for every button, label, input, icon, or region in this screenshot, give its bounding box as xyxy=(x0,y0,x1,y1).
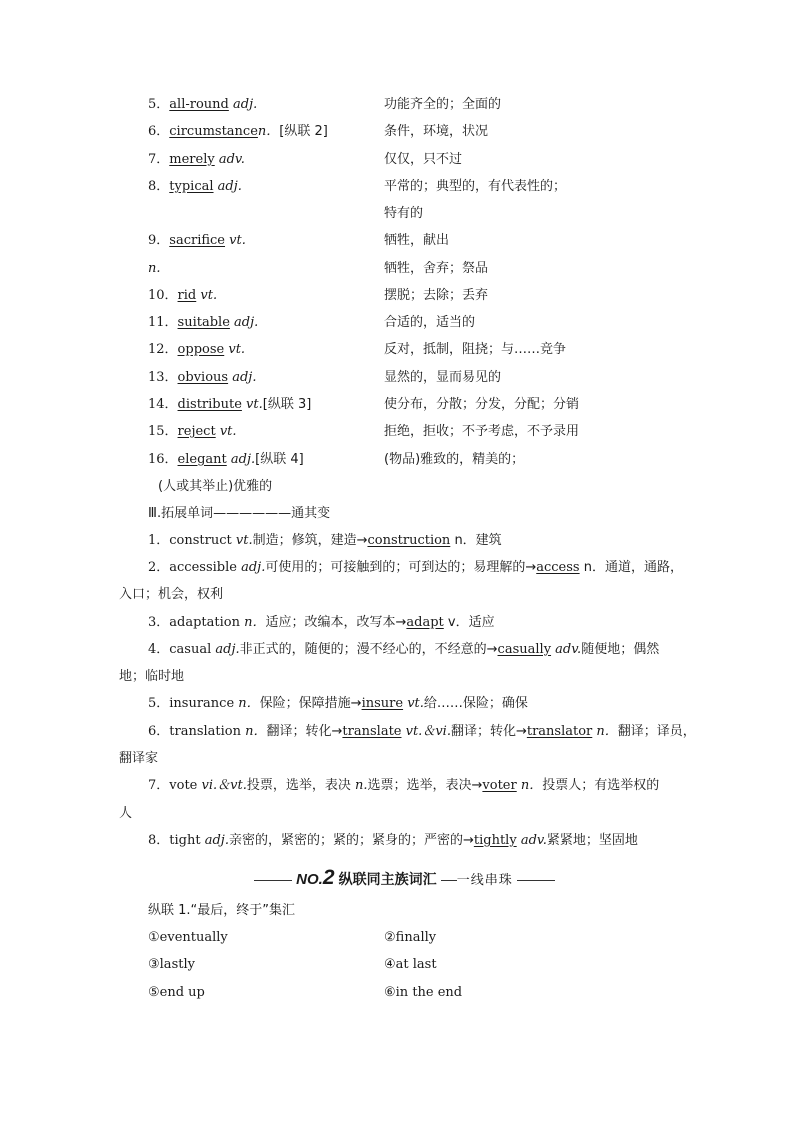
vocab-meaning: 牺牲，舍弃；祭品 xyxy=(384,261,489,276)
header-rule-mid xyxy=(441,880,457,881)
vocab-item: 11．suitable adj. xyxy=(148,315,259,330)
vocab-item: 15．reject vt. xyxy=(148,424,237,439)
vocab-item: 16．elegant adj.[纵联 4] xyxy=(148,452,304,467)
vocab-meaning: 拒绝，拒收；不予考虑，不予录用 xyxy=(384,424,580,439)
expand-item: 6．translation n．翻译；转化→translate vt.＆vi.翻译；转化→translator n．翻译；译员， xyxy=(148,724,696,739)
vocab-item: 5．all-round adj. xyxy=(148,97,258,112)
vocab-meaning: 仅仅，只不过 xyxy=(384,152,463,167)
vocab-meaning: 反对，抵制，阻挠；与……竞争 xyxy=(384,342,567,357)
header-rule-right xyxy=(517,880,555,881)
vocab-item: n. xyxy=(148,261,161,276)
vocab-meaning: (物品)雅致的，精美的； xyxy=(384,452,525,467)
expand-item: 8．tight adj.亲密的，紧密的；紧的；紧身的；严密的→tightly adv.紧紧地；坚固地 xyxy=(148,833,638,848)
expand-item-cont: 翻译家 xyxy=(119,751,159,766)
section-title: Ⅲ.拓展单词——————通其变 xyxy=(148,506,331,521)
vocab-meaning: 牺牲，献出 xyxy=(384,233,450,248)
vocab-meaning: 条件，环境，状况 xyxy=(384,124,489,139)
vocab-meaning: 合适的，适当的 xyxy=(384,315,476,330)
vocab-item: 13．obvious adj. xyxy=(148,370,257,385)
vocab-item: 7．merely adv. xyxy=(148,152,245,167)
vocab-item: 10．rid vt. xyxy=(148,288,218,303)
section-subheading: 一线串珠 xyxy=(456,873,513,888)
vocab-meaning-cont: (人或其举止)优雅的 xyxy=(158,479,273,494)
expand-item: 4．casual adj.非正式的，随便的；漫不经心的，不经意的→casually adv.随便地；偶然 xyxy=(148,642,660,657)
vocab-item: 8．typical adj. xyxy=(148,179,242,194)
group-item: ②finally xyxy=(384,930,437,945)
group-item: ③lastly xyxy=(148,957,195,972)
vocab-item: 12．oppose vt. xyxy=(148,342,246,357)
expand-item-cont: 人 xyxy=(119,806,133,821)
section-header-no2 xyxy=(254,866,555,893)
group-item: ④at last xyxy=(384,957,437,972)
group-item: ①eventually xyxy=(148,930,228,945)
header-rule-left xyxy=(254,880,292,881)
expand-item: 1．construct vt.制造；修筑，建造→construction n．建筑 xyxy=(148,533,502,548)
section-number: NO.2 xyxy=(296,866,335,889)
expand-item: 3．adaptation n．适应；改编本，改写本→adapt v．适应 xyxy=(148,615,495,630)
vocab-item: 9．sacrifice vt. xyxy=(148,233,246,248)
vocab-meaning: 平常的；典型的，有代表性的； xyxy=(384,179,567,194)
vocab-meaning: 显然的，显而易见的 xyxy=(384,370,502,385)
expand-item-cont: 入口；机会，权利 xyxy=(119,587,224,602)
section-heading: 纵联同主族词汇 xyxy=(338,872,437,888)
group-title: 纵联 1.“最后，终于”集汇 xyxy=(148,903,296,918)
group-item: ⑤end up xyxy=(148,985,205,1000)
expand-item-cont: 地；临时地 xyxy=(119,669,185,684)
vocab-item: 6．circumstancen．[纵联 2] xyxy=(148,124,328,139)
vocab-meaning: 功能齐全的；全面的 xyxy=(384,97,502,112)
expand-item: 2．accessible adj.可使用的；可接触到的；可到达的；易理解的→access n．通道，通路， xyxy=(148,560,683,575)
vocab-meaning: 使分布，分散；分发，分配；分销 xyxy=(384,397,580,412)
group-item: ⑥in the end xyxy=(384,985,463,1000)
vocab-meaning: 摆脱；去除；丢弃 xyxy=(384,288,489,303)
expand-item: 5．insurance n．保险；保障措施→insure vt.给……保险；确保 xyxy=(148,696,528,711)
vocab-item: 14．distribute vt.[纵联 3] xyxy=(148,397,312,412)
expand-item: 7．vote vi.＆vt.投票，选举，表决 n.选票；选举，表决→voter n．投票人；有选举权的 xyxy=(148,778,660,793)
vocab-meaning-cont: 特有的 xyxy=(384,206,424,221)
